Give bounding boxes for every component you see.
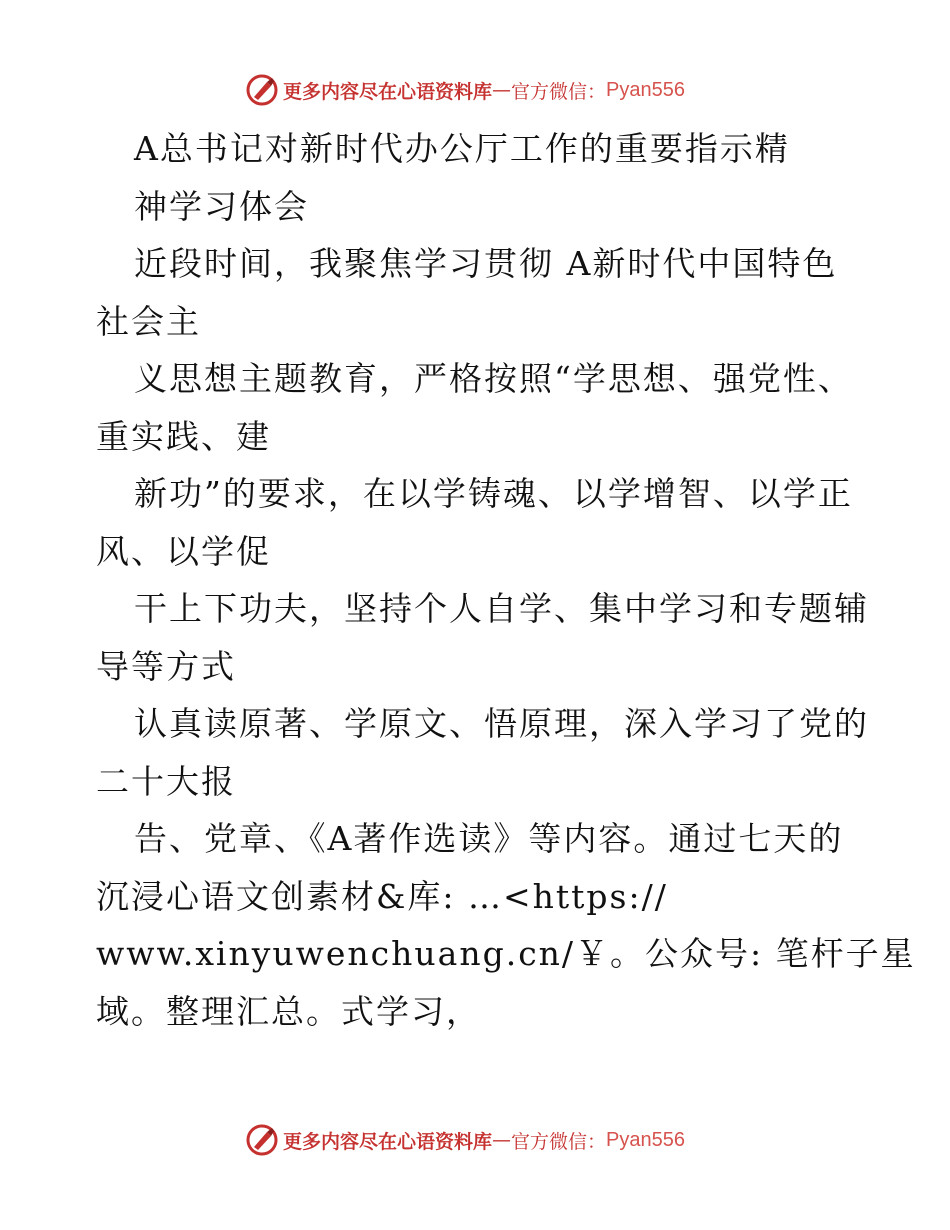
header-watermark-banner (0, 70, 950, 110)
text-line: 神学习体会 (134, 186, 309, 226)
banner-separator: — (492, 1129, 512, 1151)
text-line: 风、以学促 (96, 531, 271, 571)
text-line: www.xinyuwenchuang.cn/￥。公众号: 笔杆子星 (96, 934, 916, 973)
text-line: 近段时间，我聚焦学习贯彻 A新时代中国特色 (134, 244, 838, 283)
document-body (96, 120, 916, 1040)
text-line: 域。整理汇总。式学习， (96, 991, 481, 1031)
banner-brand-text: 更多内容尽在心语资料库 (283, 1130, 493, 1153)
brand-logo-icon (245, 1123, 279, 1157)
banner-wechat-id: Pyan556 (606, 78, 685, 101)
banner-official-label: 官方微信： (511, 1130, 607, 1153)
text-line: 二十大报 (96, 761, 236, 801)
banner-official-label: 官方微信： (511, 80, 607, 103)
text-line: 新功”的要求，在以学铸魂、以学增智、以学正 (134, 474, 853, 513)
banner-wechat-id: Pyan556 (606, 1128, 685, 1151)
text-line: 沉浸心语文创素材&库: …<https:// (96, 876, 668, 916)
brand-logo-icon (245, 73, 279, 107)
banner-separator: — (492, 79, 512, 101)
text-line: A总书记对新时代办公厅工作的重要指示精 (134, 129, 790, 168)
text-line: 义思想主题教育，严格按照“学思想、强党性、 (134, 359, 853, 398)
footer-watermark-banner (0, 1120, 950, 1160)
text-line: 导等方式 (96, 646, 236, 686)
text-line: 社会主 (96, 301, 201, 341)
text-line: 干上下功夫，坚持个人自学、集中学习和专题辅 (134, 589, 869, 628)
text-line: 重实践、建 (96, 416, 271, 456)
text-line: 告、党章、《A著作选读》等内容。通过七天的 (134, 819, 844, 858)
text-line: 认真读原著、学原文、悟原理，深入学习了党的 (134, 704, 869, 743)
banner-brand-text: 更多内容尽在心语资料库 (283, 80, 493, 103)
